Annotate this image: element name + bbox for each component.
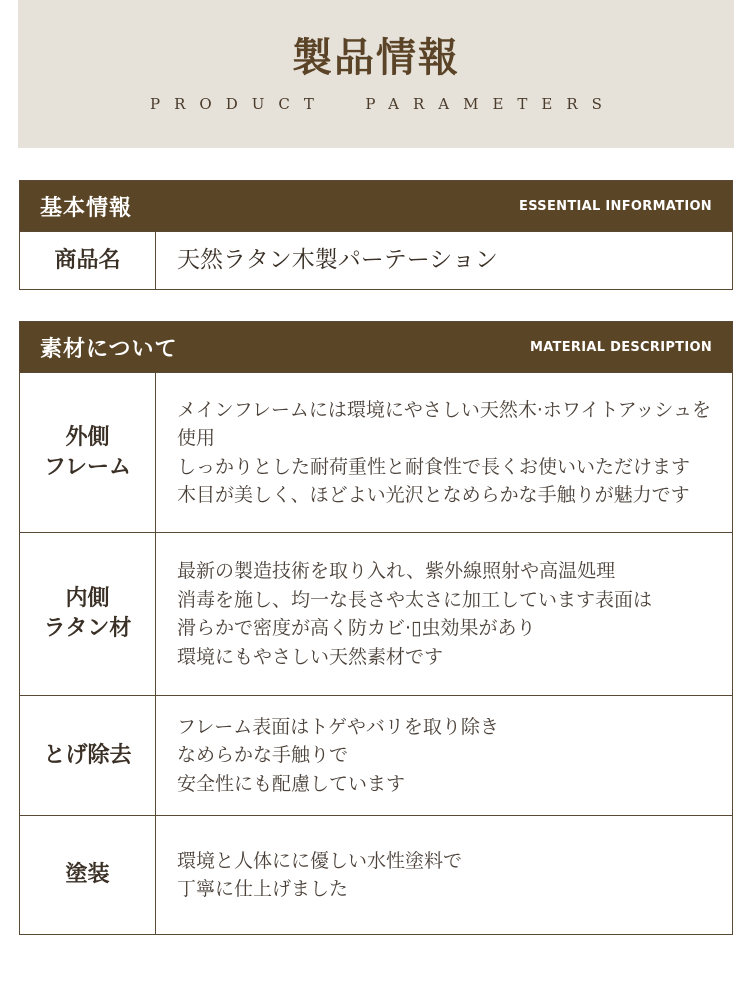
table-row [20, 815, 732, 934]
section-header [20, 181, 732, 231]
table-row [20, 695, 732, 815]
basic-info-section [19, 180, 733, 290]
row-value: フレーム表面はトゲやバリを取り除き なめらかな手触りで 安全性にも配慮しています [177, 715, 499, 795]
row-value: 環境と人体にに優しい水性塗料で 丁寧に仕上げました [177, 849, 463, 900]
row-label: 商品名 [20, 232, 156, 289]
row-label: とげ除去 [20, 696, 156, 815]
row-value: 最新の製造技術を取り入れ、紫外線照射や高温処理 消毒を施し、均一な長さや太さに加工しています表面は 滑らかで密度が高く防カビ·▯虫効果があり 環境にもやさしい天然素材です [177, 560, 653, 668]
section-header [20, 322, 732, 372]
row-label: 塗装 [20, 816, 156, 934]
row-value: 天然ラタン木製パーテーション [177, 247, 498, 274]
table-row [20, 372, 732, 532]
product-parameters-banner [18, 0, 734, 148]
section-title: 基本情報 [40, 195, 133, 221]
section-subtitle: MATERIAL DESCRIPTION [529, 339, 712, 355]
row-value: メインフレームには環境にやさしい天然木·ホワイトアッシュを使用 しっかりとした耐荷重性と耐食性で長くお使いいただけます 木目が美しく、ほどよい光沢となめらかな手触りが魅力です [177, 398, 712, 506]
material-section [19, 321, 733, 935]
table-row [20, 532, 732, 695]
page-subtitle: PRODUCT PARAMETERS [150, 95, 616, 113]
row-label: 内側 ラタン材 [20, 533, 156, 695]
section-title: 素材について [40, 336, 178, 362]
page-title: 製品情報 [292, 35, 460, 81]
table-row [20, 231, 732, 289]
section-subtitle: ESSENTIAL INFORMATION [519, 198, 712, 214]
row-label: 外側 フレーム [20, 373, 156, 532]
